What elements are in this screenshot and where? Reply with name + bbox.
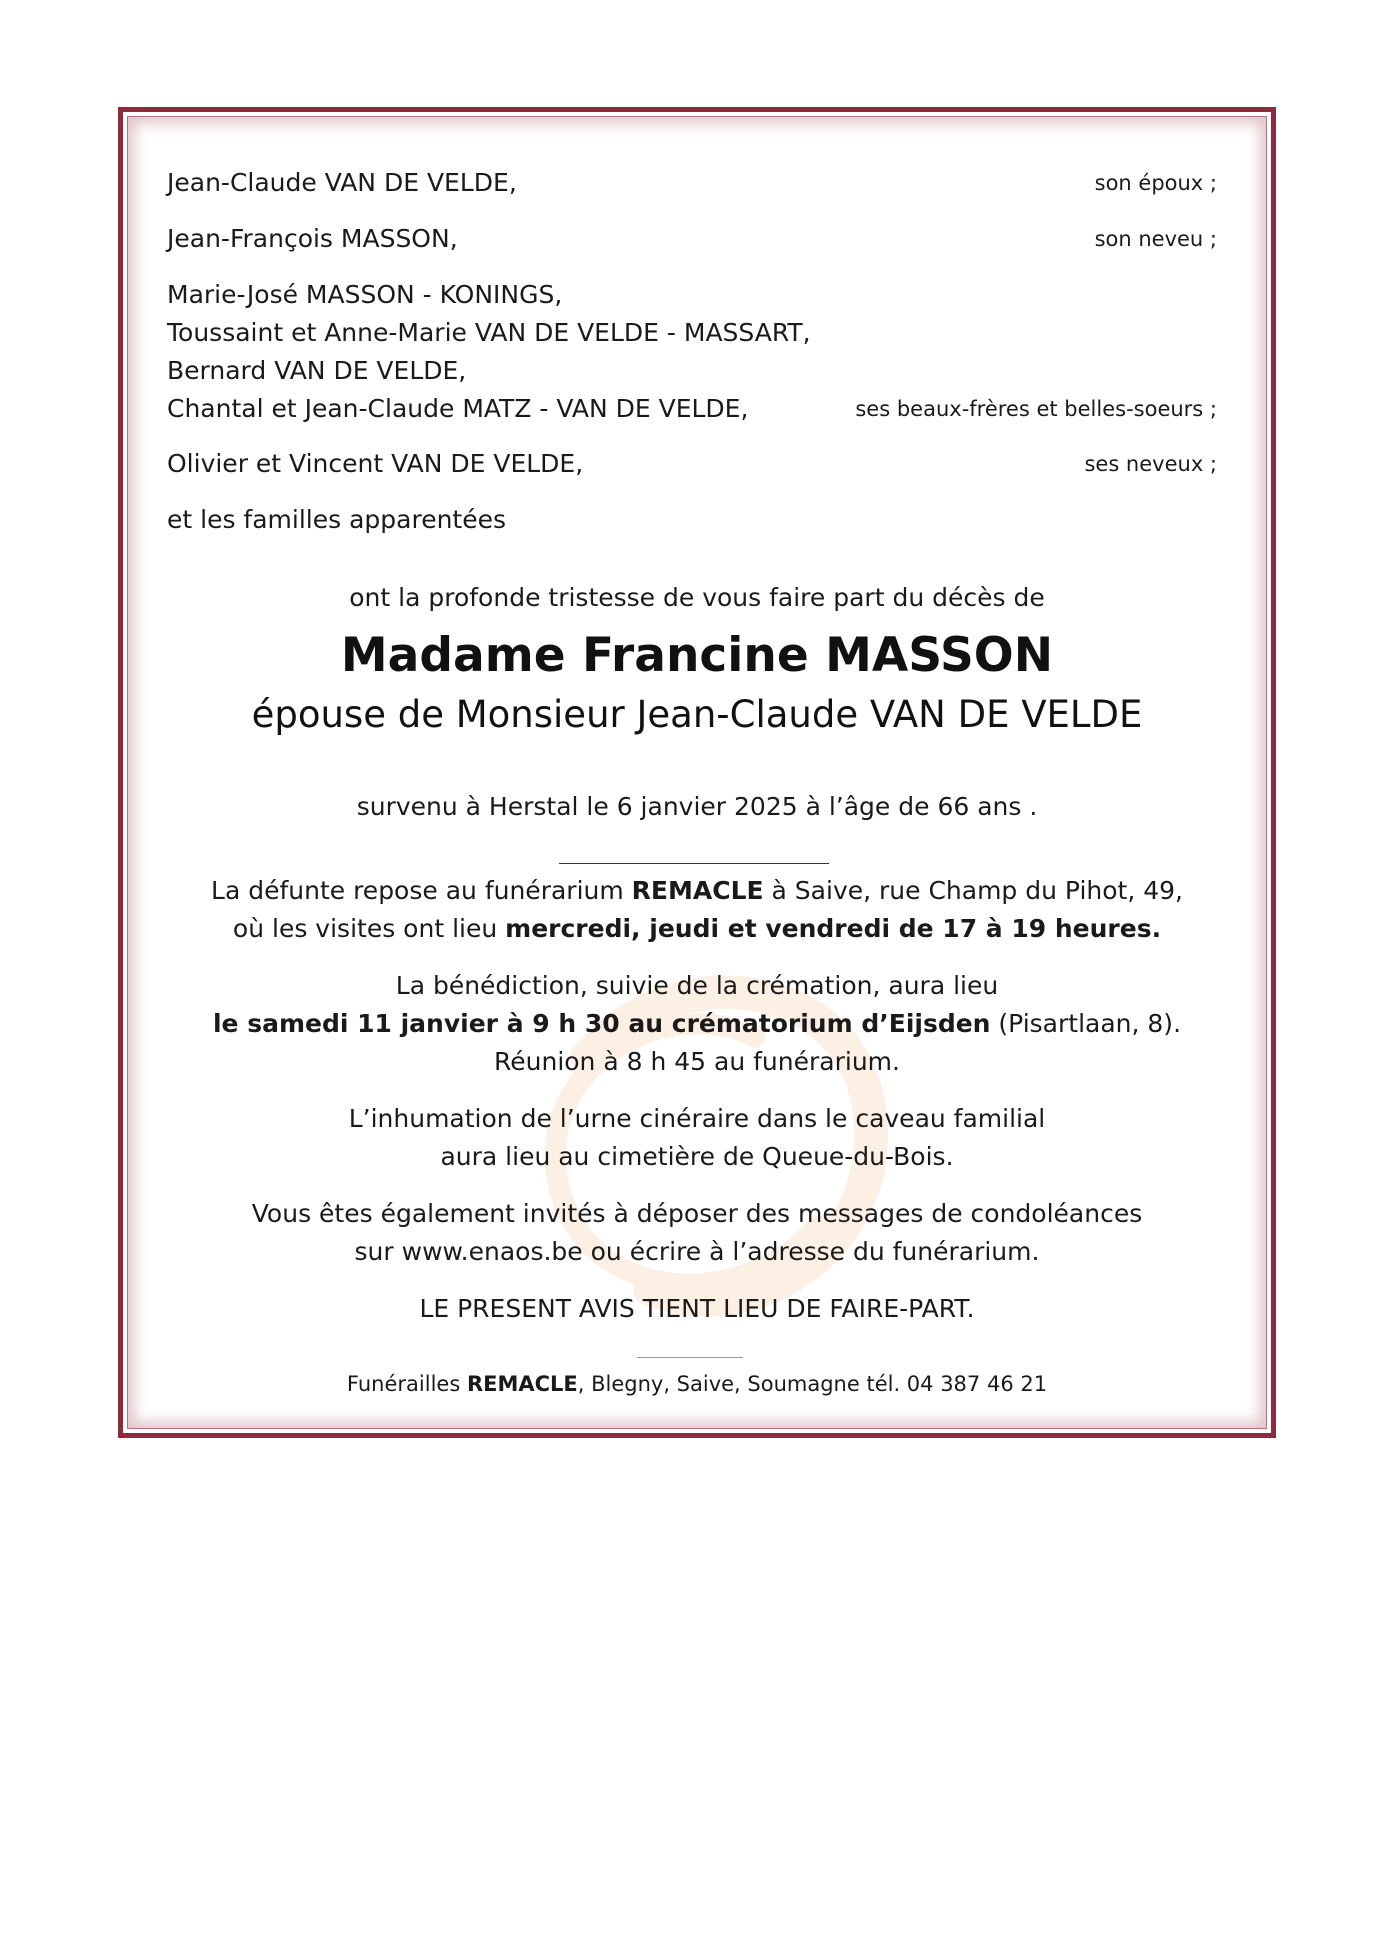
footer-divider: [637, 1357, 743, 1358]
family-names: Jean-Claude VAN DE VELDE,: [167, 168, 517, 197]
intro-text: ont la profonde tristesse de vous faire part du décès de: [349, 583, 1045, 612]
condolences-line-2: sur www.enaos.be ou écrire à l’adresse du funérarium.: [354, 1237, 1040, 1266]
condolences-line-1: Vous êtes également invités à déposer des messages de condoléances: [251, 1199, 1143, 1228]
family-row-spouse: [167, 164, 1217, 202]
family-names: et les familles apparentées: [167, 505, 507, 534]
visitation-line-1: [123, 872, 1271, 910]
family-row-in-laws: [167, 276, 1217, 428]
burial-line-1: L’inhumation de l’urne cinéraire dans le caveau familial: [348, 1104, 1046, 1133]
family-row-related: [167, 501, 1217, 539]
visitation-text: La défunte repose au funérarium: [211, 876, 632, 905]
death-line: survenu à Herstal le 6 janvier 2025 à l’âge de 66 ans .: [356, 792, 1038, 821]
family-relation: ses neveux ;: [1084, 452, 1217, 476]
family-names: Bernard VAN DE VELDE,: [167, 356, 467, 385]
family-row-nephews: [167, 445, 1217, 483]
footer-contact: [123, 1369, 1271, 1399]
footer-phone: , Blegny, Saive, Soumagne tél. 04 387 46 21: [577, 1372, 1048, 1396]
ceremony-address: (Pisartlaan, 8).: [990, 1009, 1182, 1038]
footer-company: REMACLE: [466, 1372, 578, 1396]
ceremony-line-1: La bénédiction, suivie de la crémation, aura lieu: [395, 971, 999, 1000]
footer-text: Funérailles: [346, 1372, 467, 1396]
notice-statement: LE PRESENT AVIS TIENT LIEU DE FAIRE-PART.: [419, 1294, 975, 1323]
family-relation: son neveu ;: [1094, 227, 1217, 251]
divider: [559, 863, 829, 864]
family-names: Chantal et Jean-Claude MATZ - VAN DE VELDE,: [167, 394, 749, 423]
family-names: Olivier et Vincent VAN DE VELDE,: [167, 449, 584, 478]
ceremony-line-3: Réunion à 8 h 45 au funérarium.: [494, 1047, 900, 1076]
visitation-hours: mercredi, jeudi et vendredi de 17 à 19 heures.: [505, 914, 1162, 943]
family-relation: son époux ;: [1094, 171, 1217, 195]
visitation-address: à Saive, rue Champ du Pihot, 49,: [763, 876, 1183, 905]
family-names: Jean-François MASSON,: [167, 224, 458, 253]
visitation-line-2: [123, 910, 1271, 948]
burial-line-2: aura lieu au cimetière de Queue-du-Bois.: [440, 1142, 954, 1171]
visitation-text: où les visites ont lieu: [232, 914, 506, 943]
notice-content: [123, 112, 1271, 1433]
ceremony-line-2: [123, 1005, 1271, 1043]
ceremony-date-place: le samedi 11 janvier à 9 h 30 au crématorium d’Eijsden: [212, 1009, 991, 1038]
deceased-name: Madame Francine MASSON: [340, 628, 1054, 683]
family-relation: ses beaux-frères et belles-soeurs ;: [855, 397, 1217, 421]
deceased-spouse-line: épouse de Monsieur Jean-Claude VAN DE VELDE: [251, 693, 1143, 736]
notice-frame: [118, 107, 1276, 1438]
family-names: Marie-José MASSON - KONINGS,: [167, 280, 563, 309]
family-names: Toussaint et Anne-Marie VAN DE VELDE - MASSART,: [167, 318, 811, 347]
funeral-home-name: REMACLE: [631, 876, 764, 905]
family-row-nephew: [167, 220, 1217, 258]
